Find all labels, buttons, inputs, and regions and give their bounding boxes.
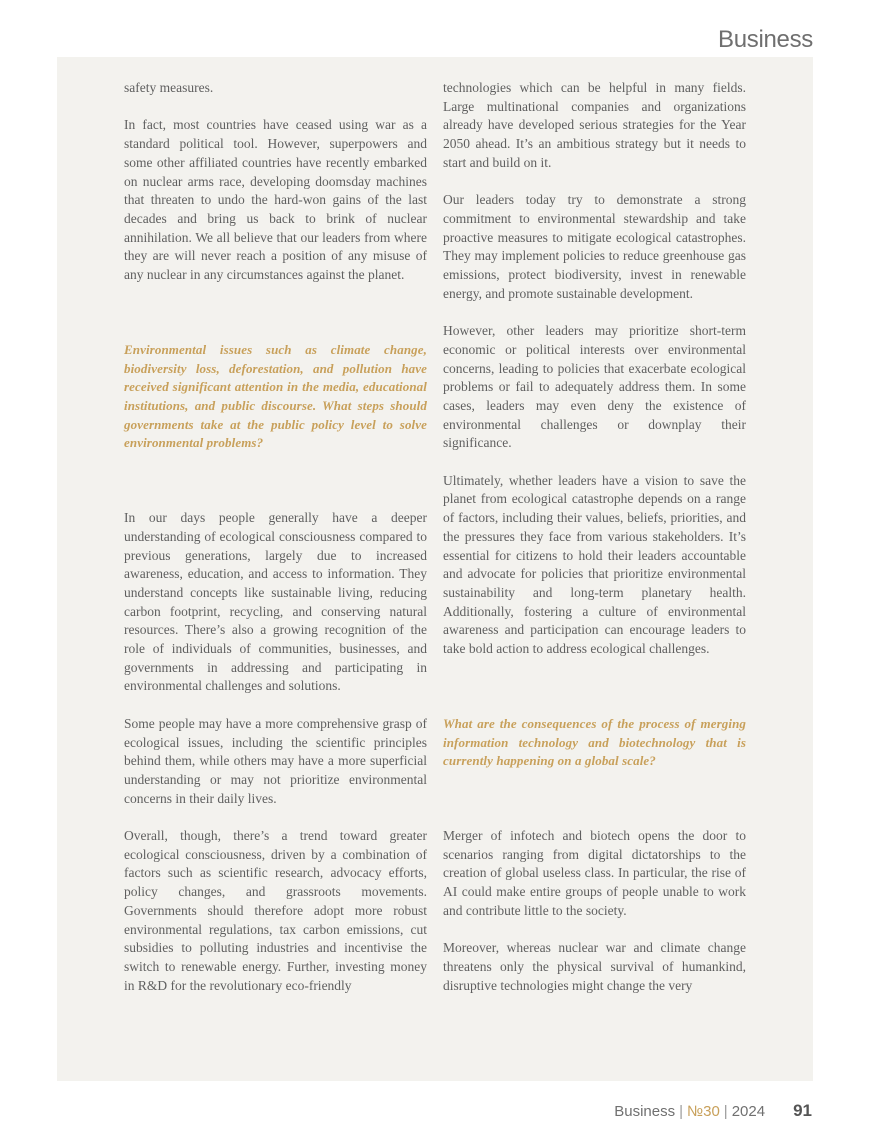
page-number: 91 — [793, 1101, 812, 1120]
spacer — [124, 472, 427, 509]
interview-question-2: What are the consequences of the process of merging information technology and biotechnology that is currently happening on a global scale? — [443, 715, 746, 769]
interview-question-1: Environmental issues such as climate change, biodiversity loss, deforestation, and pollution have received significant attention in the media, educational institutions, and public discourse. What steps should governments take at the public policy level to solve environmental problems? — [124, 341, 427, 451]
left-paragraph-5: Overall, though, there’s a trend toward greater ecological consciousness, driven by a combination of factors such as scientific research, advocacy efforts, policy changes, and grassroots movements. Governments should therefore adopt more robust environmental regulations, tax carbon emissions, cut subsidies to polluting industries and incentivise the switch to renewable energy. Further, investing money in R&D for the revolutionary eco-friendly — [124, 828, 427, 993]
left-paragraph-4: Some people may have a more comprehensive grasp of ecological issues, including the scientific principles behind them, while others may have a more superficial understanding or may not prioritize environmental concerns in their daily lives. — [124, 715, 427, 806]
left-column — [124, 79, 427, 1014]
spacer — [124, 303, 427, 340]
right-paragraph-2: Our leaders today try to demonstrate a strong commitment to environmental stewardship and take proactive measures to mitigate ecological catastrophes. They may implement policies to reduce greenhouse gas emissions, protect biodiversity, invest in renewable energy, and promote sustainable development. — [443, 192, 746, 301]
left-paragraph-2: In fact, most countries have ceased using war as a standard political tool. However, superpowers and some other affiliated countries have recently embarked on nuclear arms race, developing doomsday machines that threaten to undo the hard-won gains of the last decades and bring us back to brink of nuclear annihilation. We all believe that our leaders from where they are will never reach a position of any misuse of any nuclear in any circumstances against the planet. — [124, 117, 427, 283]
spacer — [443, 790, 746, 827]
footer-magazine: Business — [614, 1103, 676, 1120]
right-paragraph-3: However, other leaders may prioritize short-term economic or political interests over environmental concerns, leading to policies that exacerbate ecological problems or fail to adequately address them. In some cases, leaders may even deny the existence of environmental challenges or downplay their significance. — [443, 323, 746, 451]
footer-year: 2024 — [731, 1103, 766, 1120]
spacer — [443, 677, 746, 714]
footer-separator: | — [723, 1103, 728, 1120]
left-paragraph-3: In our days people generally have a deeper understanding of ecological consciousness compared to previous generations, largely due to increased awareness, education, and access to information. They understand concepts like sustainable living, reducing carbon footprint, recycling, and conserving natural resources. There’s also a growing recognition of the role of individuals of communities, businesses, and governments in addressing and participating in environmental challenges and solutions. — [124, 510, 427, 694]
left-paragraph-1: safety measures. — [124, 80, 214, 95]
footer-separator: | — [679, 1103, 684, 1120]
footer-issue: №30 — [687, 1103, 720, 1120]
section-header: Business — [718, 26, 813, 53]
right-paragraph-4: Ultimately, whether leaders have a vision to save the planet from ecological catastrophe depends on a range of factors, including their values, beliefs, priorities, and the pressures they face from various stakeholders. It’s essential for citizens to hold their leaders accountable and advocate for policies that prioritize environmental sustainability and long-term planetary health. Additionally, fostering a culture of environmental awareness and participation can encourage leaders to take bold action to address ecological challenges. — [443, 472, 746, 657]
right-paragraph-5: Merger of infotech and biotech opens the door to scenarios ranging from digital dictatorships to the creation of global useless class. In particular, the rise of AI could make entire groups of people unable to work and contribute little to the society. — [443, 828, 746, 918]
right-paragraph-6: Moreover, whereas nuclear war and climate change threatens only the physical survival of humankind, disruptive technologies might change the very — [443, 940, 746, 993]
right-column — [443, 79, 746, 1014]
article-panel — [57, 57, 813, 1081]
right-paragraph-1: technologies which can be helpful in many fields. Large multinational companies and organizations already have developed serious strategies for the Year 2050 ahead. It’s an ambitious strategy but it needs to start and build on it. — [443, 80, 746, 170]
page-footer — [614, 1101, 812, 1121]
